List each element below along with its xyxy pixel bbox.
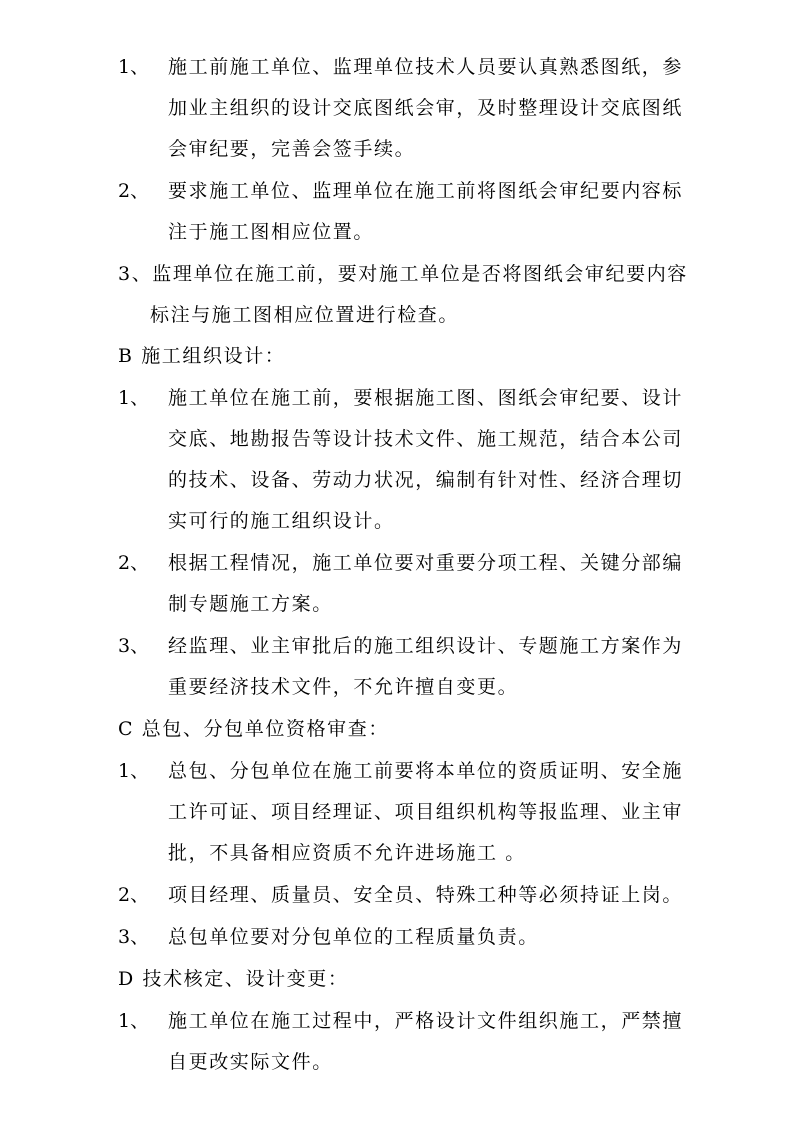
- item-number: 1、: [118, 760, 150, 782]
- item-number: 3、: [118, 926, 150, 948]
- item-number: 2、: [118, 884, 150, 906]
- item-number: 2、: [118, 180, 150, 202]
- section-heading: C 总包、分包单位资格审查：: [118, 718, 389, 740]
- item-number: 1、: [118, 56, 150, 78]
- text-line: 的技术、设备、劳动力状况，编制有针对性、经济合理切: [168, 469, 684, 491]
- item-number: 1、: [118, 1010, 150, 1032]
- item-number: 3、: [118, 635, 150, 657]
- text-line: 项目经理、质量员、安全员、特殊工种等必须持证上岗。: [168, 884, 684, 906]
- section-heading: D 技术核定、设计变更：: [118, 968, 349, 990]
- text-line: 施工单位在施工过程中，严格设计文件组织施工，严禁擅: [168, 1010, 684, 1032]
- text-line: 会审纪要，完善会签手续。: [168, 138, 416, 160]
- text-line: 总包单位要对分包单位的工程质量负责。: [168, 926, 539, 948]
- section-heading: B 施工组织设计：: [118, 345, 286, 367]
- text-line: 加业主组织的设计交底图纸会审，及时整理设计交底图纸: [168, 97, 684, 119]
- text-line: 工许可证、项目经理证、项目组织机构等报监理、业主审: [168, 801, 684, 823]
- text-line: 经监理、业主审批后的施工组织设计、专题施工方案作为: [168, 635, 684, 657]
- text-line: 施工前施工单位、监理单位技术人员要认真熟悉图纸，参: [168, 56, 684, 78]
- text-line: 批，不具备相应资质不允许进场施工 。: [168, 842, 526, 864]
- text-line: 实可行的施工组织设计。: [168, 510, 395, 532]
- item-number: 2、: [118, 552, 150, 574]
- text-line: 根据工程情况，施工单位要对重要分项工程、关键分部编: [168, 552, 684, 574]
- text-line: 标注与施工图相应位置进行检查。: [150, 304, 460, 326]
- item-number: 1、: [118, 387, 150, 409]
- text-line: 要求施工单位、监理单位在施工前将图纸会审纪要内容标: [168, 180, 684, 202]
- text-line: 自更改实际文件。: [168, 1051, 333, 1073]
- text-line: 交底、地勘报告等设计技术文件、施工规范，结合本公司: [168, 428, 684, 450]
- text-line: 3、监理单位在施工前，要对施工单位是否将图纸会审纪要内容: [118, 263, 688, 285]
- text-line: 施工单位在施工前，要根据施工图、图纸会审纪要、设计: [168, 387, 684, 409]
- text-line: 总包、分包单位在施工前要将本单位的资质证明、安全施: [168, 760, 684, 782]
- text-line: 注于施工图相应位置。: [168, 221, 375, 243]
- text-line: 制专题施工方案。: [168, 593, 333, 615]
- text-line: 重要经济技术文件，不允许擅自变更。: [168, 676, 519, 698]
